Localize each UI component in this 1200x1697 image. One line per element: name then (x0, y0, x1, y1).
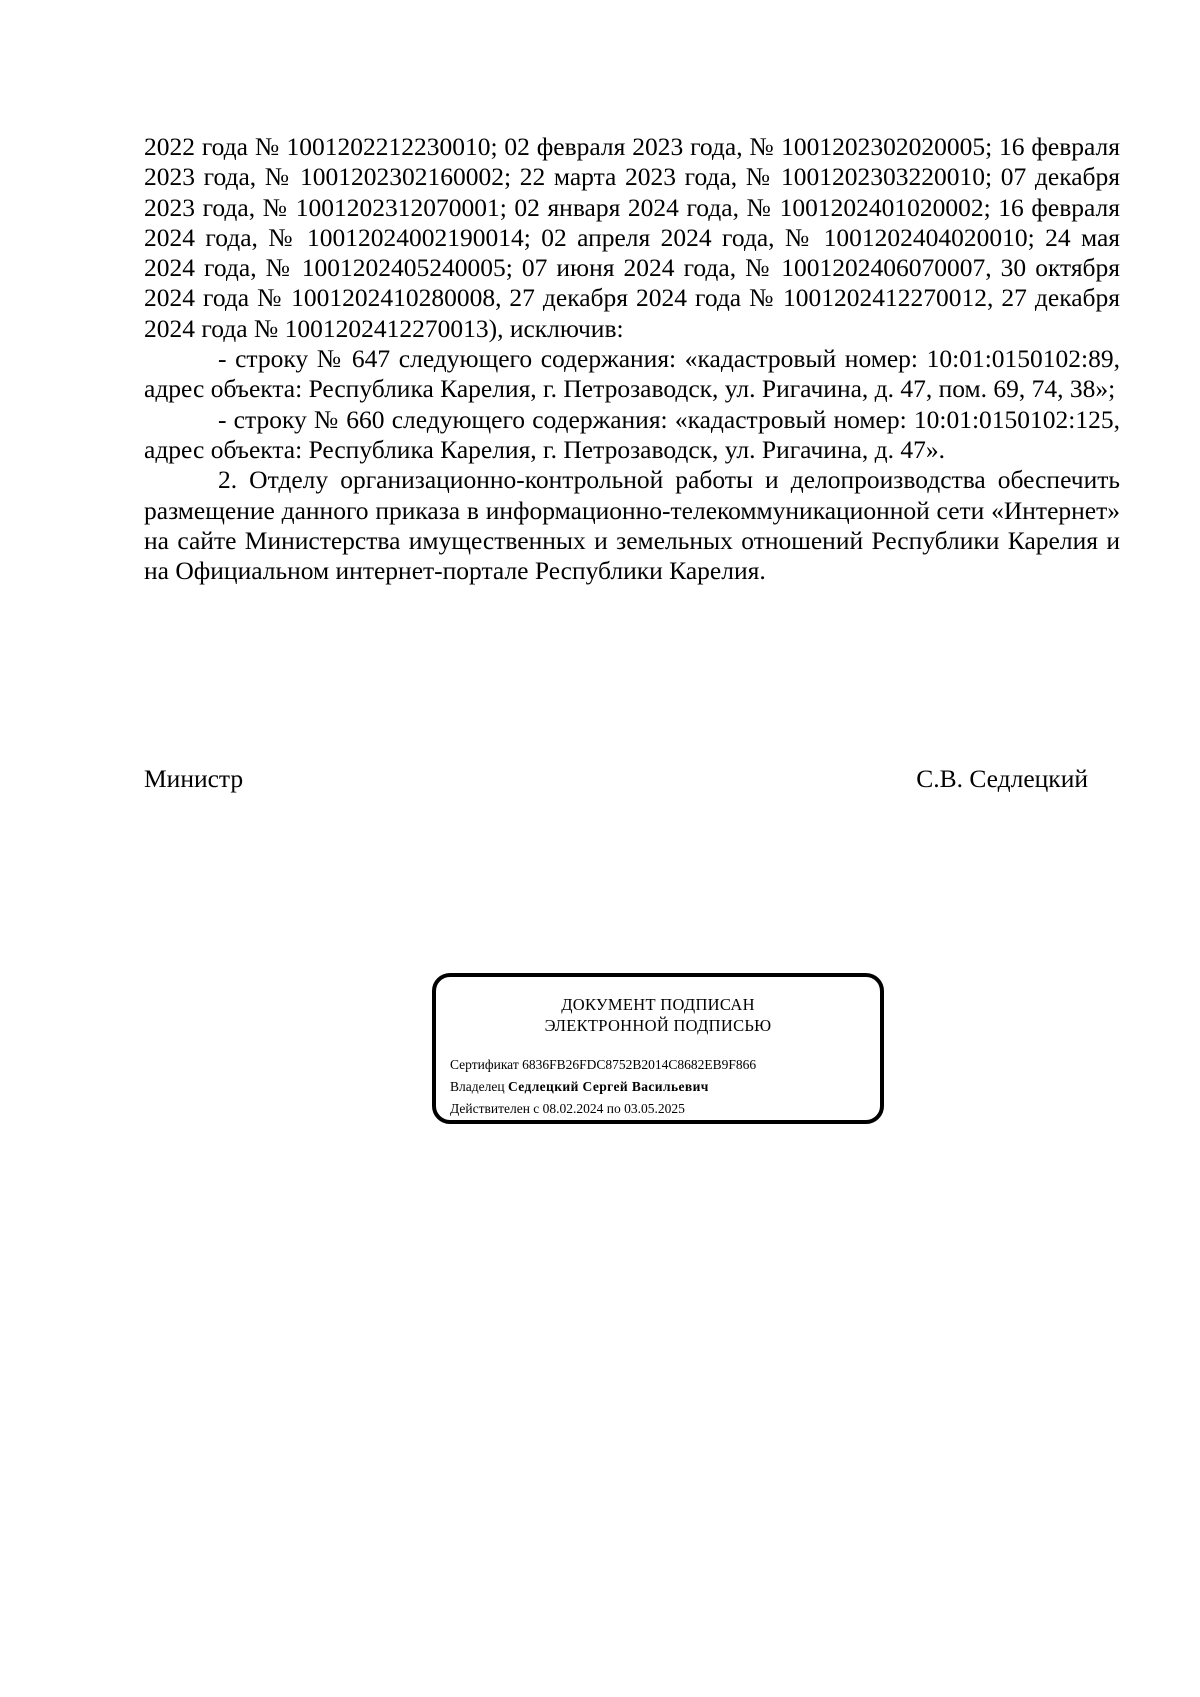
paragraph-continuation: 2022 года № 1001202212230010; 02 февраля 2023 года, № 1001202302020005; 16 февраля 2023 года, № 1001202302160002; 22 марта 2023 года, № 1001202303220010; 07 декабря 2023 года, № 1001202312070001; 02 января 2024 года, № 1001202401020002; 16 февраля 2024 года, № 10012024002190014; 02 апреля 2024 года, № 1001202404020010; 24 мая 2024 года, № 1001202405240005; 07 июня 2024 года, № 1001202406070007, 30 октября 2024 года № 1001202410280008, 27 декабря 2024 года № 1001202412270012, 27 декабря 2024 года № 1001202412270013), исключив: (144, 132, 1120, 343)
valid-to: 03.05.2025 (624, 1101, 685, 1116)
paragraph-exclusion-647: - строку № 647 следующего содержания: «кадастровый номер: 10:01:0150102:89, адрес объекта: Республика Карелия, г. Петрозаводск, ул. Ригачина, д. 47, пом. 69, 74, 38»; (144, 344, 1120, 404)
valid-label: Действителен с (450, 1101, 540, 1116)
document-body (144, 132, 1120, 586)
paragraph-item-2: 2. Отделу организационно-контрольной работы и делопроизводства обеспечить размещение данного приказа в информационно-телекоммуникационной сети «Интернет» на сайте Министерства имущественных и земельных отношений Республики Карелия и на Официальном интернет-портале Республики Карелия. (144, 465, 1120, 586)
valid-from: 08.02.2024 (542, 1101, 604, 1116)
stamp-title-line-1: ДОКУМЕНТ ПОДПИСАН (561, 995, 755, 1014)
stamp-title-line-2: ЭЛЕКТРОННОЙ ПОДПИСЬЮ (544, 1016, 772, 1035)
owner-label: Владелец (450, 1079, 505, 1094)
certificate-label: Сертификат (450, 1057, 519, 1072)
stamp-details (450, 1054, 756, 1120)
paragraph-exclusion-660: - строку № 660 следующего содержания: «кадастровый номер: 10:01:0150102:125, адрес объекта: Республика Карелия, г. Петрозаводск, ул. Ригачина, д. 47». (144, 404, 1120, 464)
owner-value: Седлецкий Сергей Васильевич (507, 1079, 709, 1094)
stamp-title (436, 994, 880, 1036)
signatory-position: Министр (144, 764, 244, 793)
stamp-owner-line (450, 1076, 756, 1098)
stamp-validity-line (450, 1098, 756, 1120)
electronic-signature-stamp (432, 973, 884, 1124)
signatory-name: С.В. Седлецкий (916, 764, 1088, 793)
certificate-value: 6836FB26FDC8752B2014C8682EB9F866 (522, 1057, 757, 1072)
valid-to-label: по (606, 1101, 621, 1116)
stamp-certificate-line (450, 1054, 756, 1076)
